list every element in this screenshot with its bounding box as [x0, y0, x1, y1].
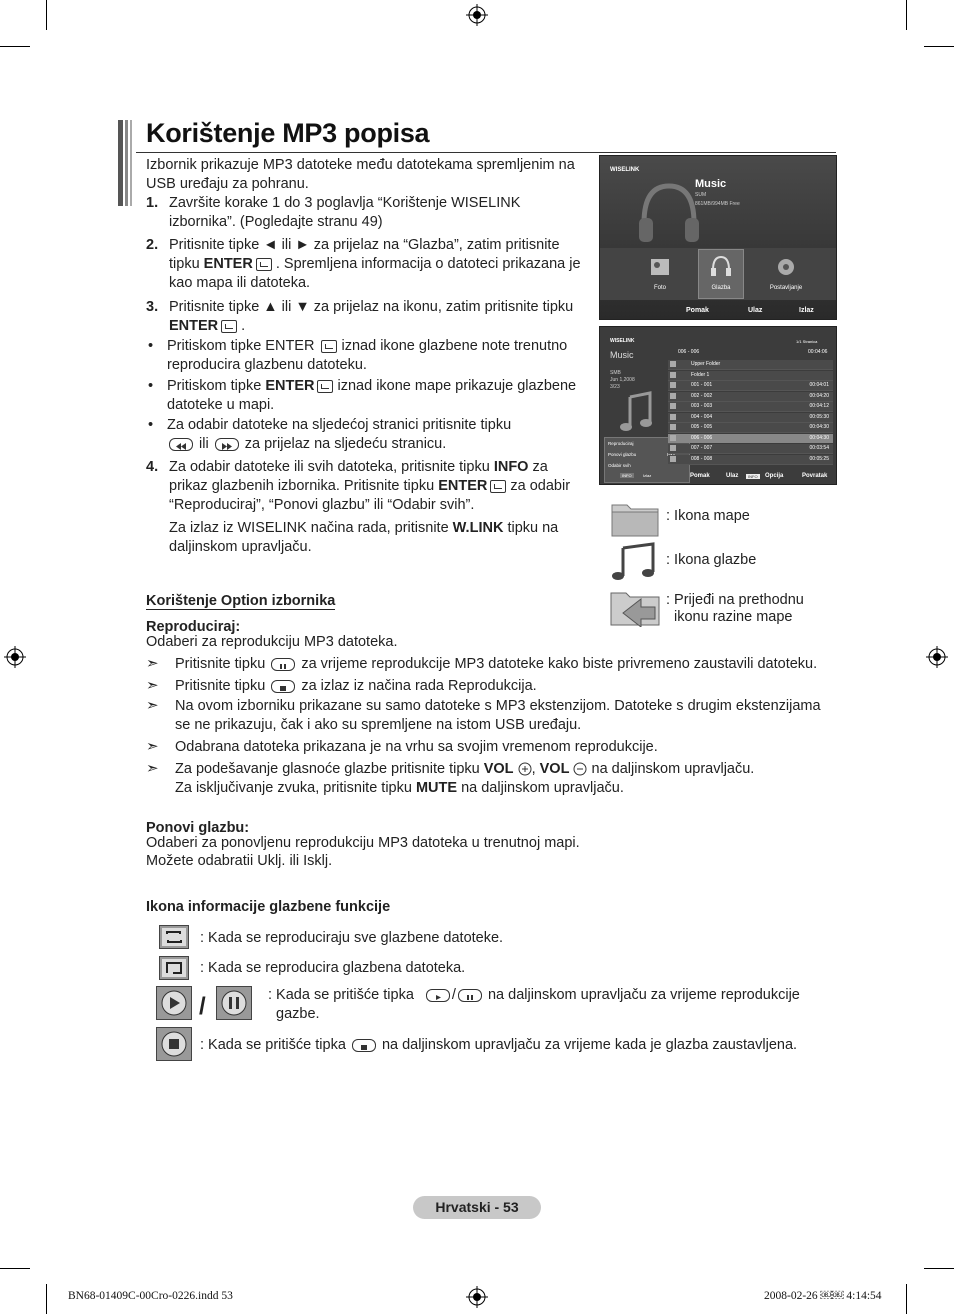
now-playing: 006 - 006: [678, 349, 700, 355]
device-name: SUM: [695, 192, 707, 198]
registration-mark-icon: [466, 4, 488, 26]
headphones-icon: [634, 178, 707, 248]
step-number: 1.: [146, 195, 159, 211]
file-name: 005 - 005: [691, 424, 713, 430]
tab-label: Foto: [653, 285, 666, 291]
repeat-desc: Možete odabratii Uklj. ili Isklj.: [146, 853, 333, 869]
note-arrow-icon: ➣: [146, 655, 159, 672]
enter-key-label: ENTER: [203, 256, 253, 272]
bullet-text: za prijelaz na sljedeću stranicu.: [240, 436, 447, 452]
wlink-key-label: W.LINK: [452, 520, 504, 536]
note-arrow-icon: ➣: [146, 697, 159, 714]
file-time: 00:03:54: [809, 445, 829, 451]
music-note-icon: [670, 382, 676, 388]
bullet-text: ili: [195, 436, 213, 452]
note-item: ➣ Na ovom izborniku prikazane su samo datoteke s MP3 ekstenzijom. Datoteke s drugim ekstenzijama se ne prikazuju, čak i ako su spremljene na istom USB uređaju.: [146, 697, 821, 733]
crop-mark: [0, 46, 30, 47]
music-note-icon: [611, 542, 659, 582]
legend-folder-label: : Ikona mape: [666, 508, 750, 524]
file-row[interactable]: [668, 392, 833, 402]
nav-option: Opcija: [765, 473, 784, 479]
tab-foto[interactable]: [638, 251, 682, 297]
file-time: 00:04:30: [809, 424, 829, 430]
side-title: Music: [610, 350, 634, 360]
note-item: ➣ Pritisnite tipku za vrijeme reprodukcije MP3 datoteke kako biste privremeno zaustavili datoteku.: [146, 655, 818, 672]
step-text: Završite korake 1 do 3 poglavlja “Korištenje WISELINK izbornika”. (Pogledajte stranu 49): [169, 195, 521, 230]
page-title: Korištenje MP3 popisa: [146, 118, 430, 148]
file-row[interactable]: [668, 444, 833, 454]
file-row[interactable]: [668, 455, 833, 465]
headphones-icon: [709, 254, 733, 278]
menu-item-repeat[interactable]: Ponovi glazbu: [608, 452, 637, 457]
title-bar: [130, 120, 132, 206]
nav-back: Povratak: [802, 473, 828, 479]
stop-key-icon: [271, 680, 295, 693]
file-list: [668, 360, 833, 468]
reproduce-title: Reproduciraj:: [146, 619, 241, 635]
title-bar: [118, 120, 123, 206]
tab-glazba[interactable]: [698, 249, 744, 299]
step-4: [146, 458, 586, 557]
title-bar: [125, 120, 128, 206]
pause-key-icon: [271, 658, 295, 671]
menu-item-reproduce[interactable]: Reproduciraj: [608, 441, 634, 446]
file-name: 001 - 001: [691, 382, 713, 388]
page-number-badge: Hrvatski - 53: [413, 1196, 541, 1219]
enter-key-label: ENTER: [438, 478, 488, 494]
folder-icon: [611, 499, 659, 537]
music-note-icon: [670, 435, 676, 441]
file-name: 003 - 003: [691, 403, 713, 409]
repeat-all-label: : Kada se reproduciraju sve glazbene datoteke.: [200, 930, 504, 946]
bullet-item: • Za odabir datoteke na sljedećoj stranici pritisnite tipku ili za prijelaz na sljedeću stranicu.: [148, 417, 512, 452]
nav-move: Pomak: [690, 473, 710, 479]
step-2: [146, 236, 586, 293]
file-time: 00:04:20: [809, 392, 829, 399]
slash-text: /: [199, 993, 206, 1020]
enter-key-label: ENTER: [169, 318, 219, 334]
note-arrow-icon: ➣: [146, 760, 159, 777]
file-name: 008 - 008: [691, 455, 713, 462]
file-time: 00:05:25: [809, 455, 829, 462]
wiselink-main-screen: [599, 155, 837, 320]
file-row[interactable]: [668, 402, 833, 412]
file-time: 00:05:30: [809, 413, 829, 420]
file-row[interactable]: [668, 434, 833, 443]
side-info: Jun 1,2008: [610, 377, 635, 383]
menu-item-select-all[interactable]: Odabir svih: [608, 463, 631, 468]
repeat-all-icon: [159, 925, 189, 949]
music-note-icon: [670, 456, 676, 462]
registration-mark-icon: [4, 646, 26, 668]
note-item: ➣ Odabrana datoteka prikazana je na vrhu sa svojim vremenom reprodukcije.: [146, 738, 658, 755]
bullet-text: iznad ikone glazbene note trenutno reproducira glazbenu datoteku.: [167, 338, 568, 373]
legend-back-label: : Prijeđi na prethodnu: [666, 592, 804, 608]
file-name: Upper Folder: [691, 361, 721, 367]
footer-date: 2008-02-26 ￼￼ 4:14:54: [764, 1290, 882, 1302]
nav-move: Pomak: [686, 307, 709, 314]
note-arrow-icon: ➣: [146, 738, 159, 755]
pause-label: : Kada se pritišće tipka / na daljinskom upravljaču za vrijeme reprodukcije gazbe.: [268, 987, 800, 1022]
play-icon: [156, 986, 192, 1020]
step-1: [146, 194, 586, 232]
step-text: za prikaz glazbenih izbornika. Pritisnite tipku: [169, 459, 548, 494]
step-number: 4.: [146, 459, 159, 475]
nav-enter: Ulaz: [726, 473, 739, 479]
music-note-icon: [670, 424, 676, 430]
wiselink-logo: WISELINK: [610, 338, 635, 344]
enter-key-label: ENTER: [265, 378, 315, 394]
file-name: 007 - 007: [691, 445, 713, 451]
bullet-text: Pritiskom tipke ENTER: [167, 338, 319, 354]
step-number: 2.: [146, 237, 159, 253]
wiselink-logo: WISELINK: [610, 167, 640, 173]
repeat-desc: Odaberi za ponovljenu reprodukciju MP3 datoteka u trenutnoj mapi.: [146, 835, 580, 851]
bullet-text: iznad ikone mape prikazuje glazbene datoteke u mapi.: [167, 378, 577, 413]
music-note-icon: [620, 389, 654, 433]
title-divider: [136, 152, 836, 153]
info-key-label: INFO: [493, 459, 529, 475]
tab-label: Glazba: [711, 285, 731, 291]
repeat-one-label: : Kada se reproducira glazbena datoteka.: [200, 960, 466, 976]
file-name: 002 - 002: [691, 392, 713, 399]
tab-label: Postavljanje: [769, 285, 803, 291]
screen-title: Music: [695, 178, 727, 190]
music-note-icon: [670, 414, 676, 420]
page-indicator: 1/1 Stranica: [796, 339, 818, 344]
file-time: 00:04:01: [809, 382, 829, 388]
forward-key-icon: [215, 438, 239, 451]
footer-file: BN68-01409C-00Cro-0226.indd 53: [68, 1290, 233, 1302]
reproduce-desc: Odaberi za reprodukciju MP3 datoteka.: [146, 634, 398, 650]
section-heading: Korištenje Option izbornika: [146, 593, 336, 609]
stop-key-icon: [352, 1039, 376, 1052]
file-row[interactable]: [668, 423, 833, 433]
crop-mark: [924, 1268, 954, 1269]
enter-icon: [256, 258, 272, 271]
step-text: za odabir “Reproduciraj”, “Ponovi glazbu” ili “Odabir svih”.: [169, 478, 571, 513]
file-name: 004 - 004: [691, 413, 713, 420]
music-note-icon: [670, 403, 676, 409]
crop-mark: [906, 1284, 907, 1314]
side-info: 3/23: [610, 384, 620, 390]
storage-info: 861MB/994MB Free: [695, 201, 740, 207]
step-text: . Spremljena informacija o datoteci prikazana je kao mapa ili datoteka.: [169, 256, 581, 291]
plus-circle-icon: [518, 762, 532, 776]
crop-mark: [924, 46, 954, 47]
stop-icon: [156, 1027, 192, 1061]
repeat-one-icon: [159, 956, 189, 980]
legend-back-label-2: ikonu razine mape: [674, 609, 793, 625]
step-text: Pritisnite tipke ▲ ili ▼ za prijelaz na ikonu, zatim pritisnite tipku: [169, 299, 574, 315]
tab-postavljanje[interactable]: [760, 251, 812, 297]
file-name: 006 - 006: [691, 434, 713, 441]
enter-icon: [490, 480, 506, 493]
note-arrow-icon: ➣: [146, 677, 159, 694]
folder-back-icon: [609, 585, 663, 627]
file-row[interactable]: [668, 360, 833, 370]
step-number: 3.: [146, 299, 159, 315]
pause-icon: [216, 986, 252, 1020]
step-text: .: [237, 318, 246, 334]
bullet-text: Pritiskom tipke: [167, 378, 266, 394]
crop-mark: [46, 0, 47, 30]
registration-mark-icon: [466, 1286, 488, 1308]
step-3: [146, 298, 586, 336]
crop-mark: [906, 0, 907, 30]
side-info: SMB: [610, 370, 621, 376]
crop-mark: [0, 1268, 30, 1269]
enter-icon: [221, 320, 237, 333]
music-note-icon: [670, 393, 676, 399]
note-item: ➣ Pritisnite tipku za izlaz iz načina rada Reprodukcija.: [146, 677, 537, 694]
file-row[interactable]: [668, 371, 833, 381]
crop-mark: [46, 1284, 47, 1314]
note-item: ➣ Za podešavanje glasnoće glazbe pritisnite tipku VOL , VOL na daljinskom upravljaču. Za isključivanje zvuka, pritisnite tipku MUTE na daljinskom upravljaču.: [146, 760, 755, 796]
step-text: Pritisnite tipke ◄ ili ► za prijelaz na “Glazba”, zatim pritisnite tipku: [169, 237, 560, 272]
step-text: Za odabir datoteke ili svih datoteka, pritisnite tipku: [169, 459, 494, 475]
music-list-screen: [599, 326, 837, 485]
step-text: Za izlaz iz WISELINK načina rada, pritisnite: [169, 520, 453, 536]
now-playing-time: 00:04:06: [808, 349, 828, 355]
folder-icon: [670, 361, 676, 367]
folder-icon: [670, 372, 676, 378]
bullet-item: • Pritiskom tipke ENTER iznad ikone glazbene note trenutno reproducira glazbenu datoteku.: [148, 338, 568, 373]
pause-key-icon: [458, 989, 482, 1002]
nav-info: INFO: [748, 474, 758, 479]
play-key-icon: [426, 989, 450, 1002]
legend-music-label: : Ikona glazbe: [666, 552, 757, 568]
file-name: Folder 1: [691, 371, 710, 378]
nav-enter: Ulaz: [748, 307, 763, 314]
file-row[interactable]: [668, 413, 833, 423]
file-row[interactable]: [668, 381, 833, 391]
file-time: 00:04:30: [809, 434, 829, 441]
intro-text: Izbornik prikazuje MP3 datoteke među datotekama spremljenim na USB uređaju za pohranu.: [146, 157, 575, 192]
settings-icon: [774, 255, 798, 279]
music-note-icon: [670, 445, 676, 451]
rewind-key-icon: [169, 438, 193, 451]
bullet-item: • Pritiskom tipke ENTER iznad ikone mape prikazuje glazbene datoteke u mapi.: [148, 378, 577, 413]
info-button[interactable]: INFO: [622, 473, 632, 478]
nav-exit: Izlaz: [799, 307, 814, 314]
repeat-title: Ponovi glazbu:: [146, 820, 250, 836]
stop-label: : Kada se pritišće tipka na daljinskom upravljaču za vrijeme kada je glazba zaustavljena.: [200, 1037, 798, 1053]
enter-icon: [321, 340, 337, 353]
registration-mark-icon: [926, 646, 948, 668]
photo-icon: [648, 255, 672, 279]
bullet-text: Za odabir datoteke na sljedećoj stranici pritisnite tipku: [167, 417, 512, 433]
enter-icon: [317, 380, 333, 393]
minus-circle-icon: [573, 762, 587, 776]
section-heading: Ikona informacije glazbene funkcije: [146, 899, 391, 915]
info-exit: Izlaz: [643, 473, 652, 478]
file-time: 00:04:12: [809, 403, 829, 409]
step-text: tipku na daljinskom upravljaču.: [169, 520, 559, 555]
